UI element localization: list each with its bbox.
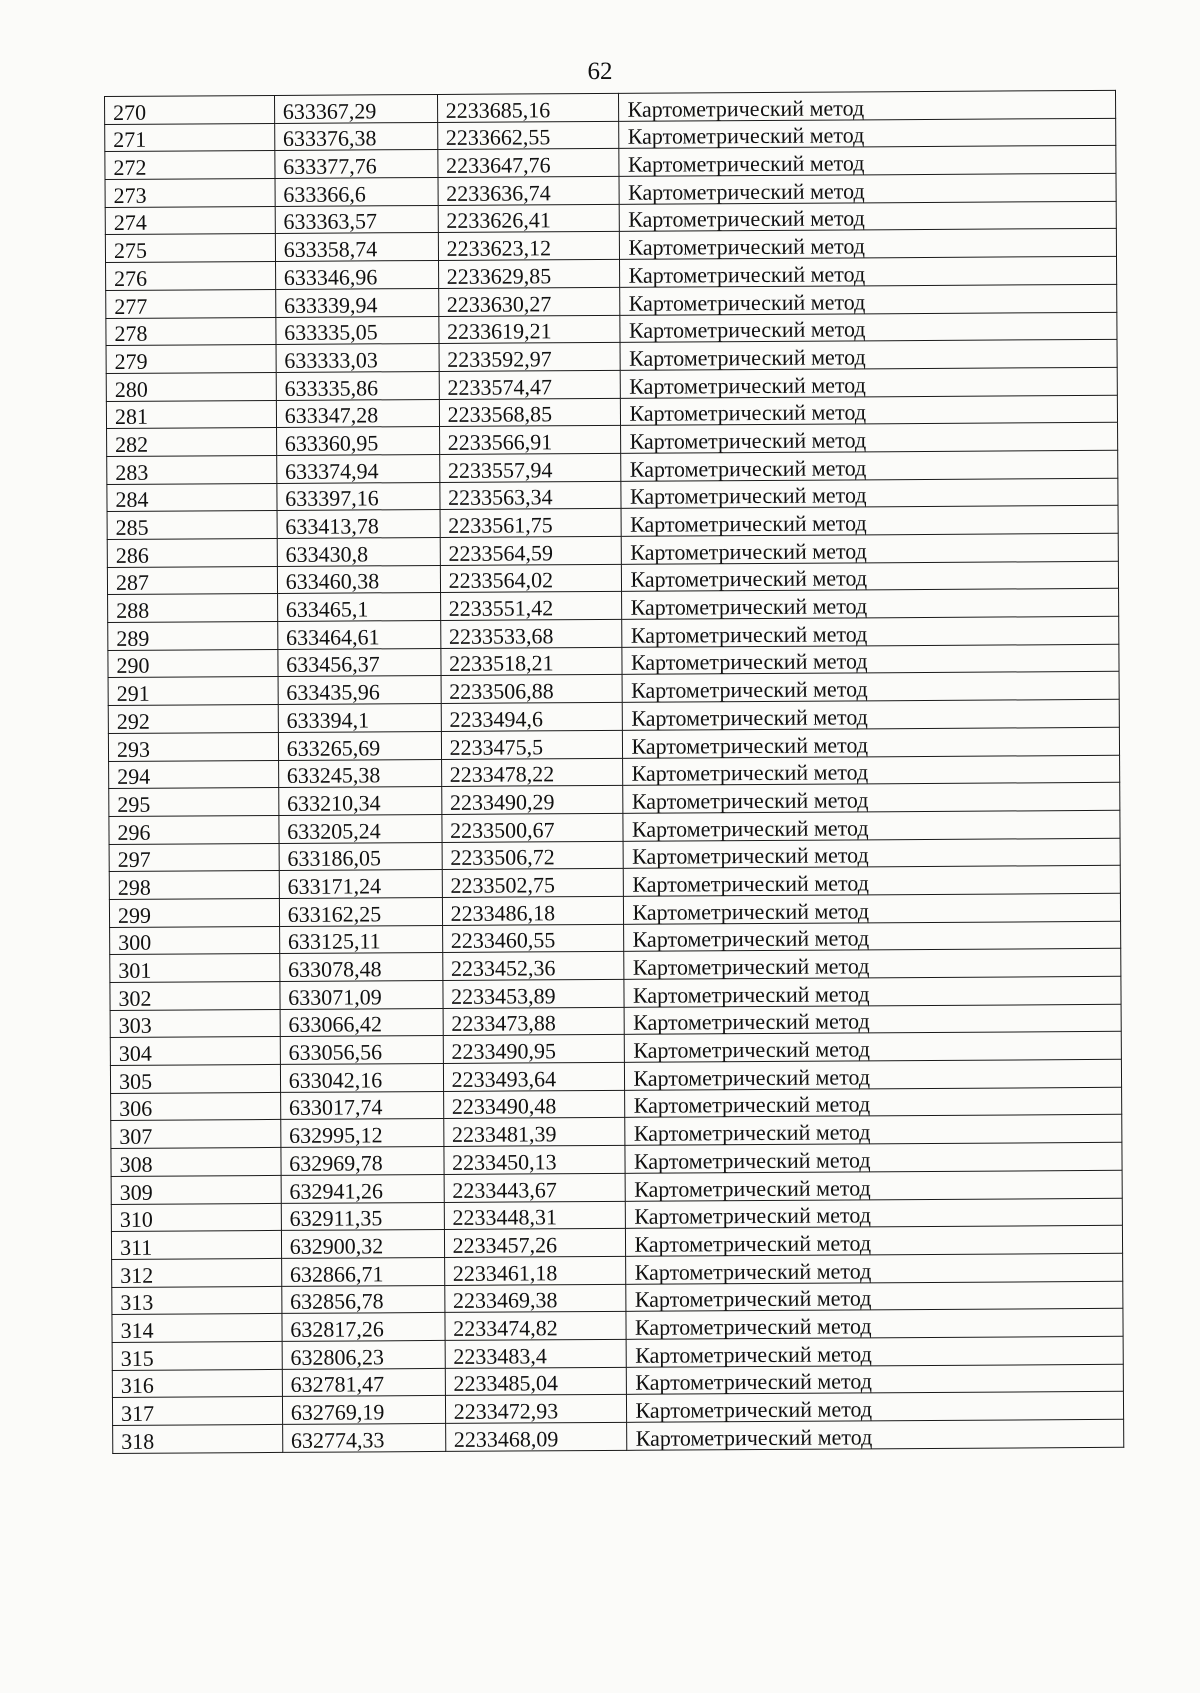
y-coordinate-cell: 2233629,85 (438, 259, 620, 288)
y-coordinate-cell: 2233564,59 (440, 536, 622, 565)
y-coordinate-cell: 2233506,72 (442, 841, 624, 870)
x-coordinate-cell: 633339,94 (275, 288, 438, 317)
y-coordinate-cell: 2233494,6 (441, 702, 623, 731)
point-number-cell: 311 (111, 1231, 281, 1260)
y-coordinate-cell: 2233551,42 (440, 592, 622, 621)
y-coordinate-cell: 2233502,75 (442, 869, 624, 898)
point-number-cell: 274 (105, 206, 275, 235)
table-row (113, 1419, 1124, 1453)
point-number-cell: 309 (111, 1175, 281, 1204)
y-coordinate-cell: 2233568,85 (439, 398, 621, 427)
method-cell: Картометрический метод (625, 1032, 1122, 1063)
x-coordinate-cell: 633078,48 (279, 953, 442, 982)
method-cell: Картометрический метод (621, 478, 1118, 509)
method-cell: Картометрический метод (626, 1281, 1123, 1312)
x-coordinate-cell: 633376,38 (274, 122, 437, 151)
x-coordinate-cell: 633366,6 (275, 178, 438, 207)
y-coordinate-cell: 2233566,91 (439, 426, 621, 455)
y-coordinate-cell: 2233623,12 (438, 232, 620, 261)
y-coordinate-cell: 2233448,31 (444, 1201, 626, 1230)
point-number-cell: 286 (107, 538, 277, 567)
method-cell: Картометрический метод (622, 561, 1119, 592)
y-coordinate-cell: 2233647,76 (437, 149, 619, 178)
method-cell: Картометрический метод (620, 256, 1117, 287)
y-coordinate-cell: 2233533,68 (440, 619, 622, 648)
y-coordinate-cell: 2233490,95 (443, 1035, 625, 1064)
x-coordinate-cell: 633125,11 (279, 925, 442, 954)
point-number-cell: 318 (113, 1424, 283, 1453)
y-coordinate-cell: 2233453,89 (443, 979, 625, 1008)
method-cell: Картометрический метод (622, 644, 1119, 675)
x-coordinate-cell: 633374,94 (276, 454, 439, 483)
y-coordinate-cell: 2233461,18 (444, 1256, 626, 1285)
x-coordinate-cell: 633464,61 (277, 621, 440, 650)
x-coordinate-cell: 633435,96 (278, 676, 441, 705)
y-coordinate-cell: 2233490,48 (443, 1090, 625, 1119)
x-coordinate-cell: 633413,78 (277, 510, 440, 539)
method-cell: Картометрический метод (619, 146, 1116, 177)
x-coordinate-cell: 633205,24 (279, 814, 442, 843)
y-coordinate-cell: 2233481,39 (443, 1118, 625, 1147)
x-coordinate-cell: 633017,74 (280, 1091, 443, 1120)
method-cell: Картометрический метод (626, 1225, 1123, 1256)
y-coordinate-cell: 2233574,47 (439, 370, 621, 399)
y-coordinate-cell: 2233486,18 (442, 896, 624, 925)
y-coordinate-cell: 2233469,38 (444, 1284, 626, 1313)
method-cell: Картометрический метод (624, 838, 1121, 869)
x-coordinate-cell: 632856,78 (282, 1285, 445, 1314)
point-number-cell: 293 (108, 732, 278, 761)
method-cell: Картометрический метод (619, 173, 1116, 204)
method-cell: Картометрический метод (625, 1115, 1122, 1146)
x-coordinate-cell: 632769,19 (282, 1396, 445, 1425)
y-coordinate-cell: 2233475,5 (441, 730, 623, 759)
method-cell: Картометрический метод (627, 1419, 1124, 1450)
x-coordinate-cell: 633056,56 (280, 1036, 443, 1065)
method-cell: Картометрический метод (624, 921, 1121, 952)
point-number-cell: 273 (105, 179, 275, 208)
coordinates-table (104, 90, 1124, 1454)
point-number-cell: 277 (106, 289, 276, 318)
point-number-cell: 304 (110, 1037, 280, 1066)
y-coordinate-cell: 2233500,67 (442, 813, 624, 842)
method-cell: Картометрический метод (620, 312, 1117, 343)
y-coordinate-cell: 2233472,93 (445, 1395, 627, 1424)
point-number-cell: 270 (105, 95, 275, 124)
x-coordinate-cell: 633397,16 (277, 482, 440, 511)
y-coordinate-cell: 2233518,21 (440, 647, 622, 676)
point-number-cell: 283 (107, 455, 277, 484)
point-number-cell: 292 (108, 705, 278, 734)
method-cell: Картометрический метод (624, 866, 1121, 897)
x-coordinate-cell: 632781,47 (282, 1368, 445, 1397)
method-cell: Картометрический метод (619, 90, 1116, 121)
method-cell: Картометрический метод (623, 755, 1120, 786)
x-coordinate-cell: 633363,57 (275, 205, 438, 234)
y-coordinate-cell: 2233473,88 (443, 1007, 625, 1036)
point-number-cell: 306 (111, 1092, 281, 1121)
method-cell: Картометрический метод (623, 727, 1120, 758)
y-coordinate-cell: 2233630,27 (438, 287, 620, 316)
y-coordinate-cell: 2233506,88 (441, 675, 623, 704)
method-cell: Картометрический метод (621, 450, 1118, 481)
x-coordinate-cell: 633042,16 (280, 1064, 443, 1093)
x-coordinate-cell: 633171,24 (279, 870, 442, 899)
point-number-cell: 314 (112, 1314, 282, 1343)
x-coordinate-cell: 633245,38 (278, 759, 441, 788)
method-cell: Картометрический метод (622, 589, 1119, 620)
x-coordinate-cell: 633465,1 (277, 593, 440, 622)
method-cell: Картометрический метод (625, 1059, 1122, 1090)
x-coordinate-cell: 633367,29 (274, 94, 437, 123)
point-number-cell: 280 (106, 372, 276, 401)
x-coordinate-cell: 633265,69 (278, 731, 441, 760)
x-coordinate-cell: 633360,95 (276, 427, 439, 456)
y-coordinate-cell: 2233563,34 (439, 481, 621, 510)
y-coordinate-cell: 2233561,75 (440, 509, 622, 538)
x-coordinate-cell: 632969,78 (281, 1147, 444, 1176)
y-coordinate-cell: 2233557,94 (439, 453, 621, 482)
y-coordinate-cell: 2233490,29 (441, 786, 623, 815)
method-cell: Картометрический метод (627, 1364, 1124, 1395)
method-cell: Картометрический метод (621, 395, 1118, 426)
x-coordinate-cell: 632866,71 (281, 1257, 444, 1286)
point-number-cell: 301 (110, 954, 280, 983)
method-cell: Картометрический метод (627, 1336, 1124, 1367)
point-number-cell: 285 (107, 511, 277, 540)
y-coordinate-cell: 2233483,4 (445, 1339, 627, 1368)
x-coordinate-cell: 633162,25 (279, 897, 442, 926)
y-coordinate-cell: 2233592,97 (439, 343, 621, 372)
y-coordinate-cell: 2233485,04 (445, 1367, 627, 1396)
x-coordinate-cell: 632817,26 (282, 1313, 445, 1342)
x-coordinate-cell: 633335,05 (276, 316, 439, 345)
x-coordinate-cell: 633071,09 (280, 980, 443, 1009)
method-cell: Картометрический метод (626, 1198, 1123, 1229)
x-coordinate-cell: 633347,28 (276, 399, 439, 428)
method-cell: Картометрический метод (622, 616, 1119, 647)
point-number-cell: 288 (108, 594, 278, 623)
method-cell: Картометрический метод (626, 1253, 1123, 1284)
x-coordinate-cell: 633460,38 (277, 565, 440, 594)
point-number-cell: 298 (109, 871, 279, 900)
method-cell: Картометрический метод (625, 1087, 1122, 1118)
point-number-cell: 296 (109, 815, 279, 844)
point-number-cell: 312 (112, 1258, 282, 1287)
method-cell: Картометрический метод (621, 367, 1118, 398)
point-number-cell: 305 (110, 1065, 280, 1094)
method-cell: Картометрический метод (625, 1004, 1122, 1035)
point-number-cell: 290 (108, 649, 278, 678)
y-coordinate-cell: 2233662,55 (437, 121, 619, 150)
y-coordinate-cell: 2233626,41 (438, 204, 620, 233)
method-cell: Картометрический метод (620, 201, 1117, 232)
y-coordinate-cell: 2233457,26 (444, 1229, 626, 1258)
point-number-cell: 315 (112, 1341, 282, 1370)
point-number-cell: 294 (109, 760, 279, 789)
point-number-cell: 308 (111, 1148, 281, 1177)
point-number-cell: 279 (106, 345, 276, 374)
point-number-cell: 278 (106, 317, 276, 346)
x-coordinate-cell: 632806,23 (282, 1340, 445, 1369)
method-cell: Картометрический метод (627, 1392, 1124, 1423)
point-number-cell: 284 (107, 483, 277, 512)
x-coordinate-cell: 633394,1 (278, 704, 441, 733)
table-body (105, 90, 1124, 1453)
point-number-cell: 313 (112, 1286, 282, 1315)
x-coordinate-cell: 632774,33 (282, 1423, 445, 1452)
y-coordinate-cell: 2233478,22 (441, 758, 623, 787)
method-cell: Картометрический метод (624, 949, 1121, 980)
x-coordinate-cell: 633335,86 (276, 371, 439, 400)
x-coordinate-cell: 632941,26 (281, 1174, 444, 1203)
point-number-cell: 289 (108, 622, 278, 651)
method-cell: Картометрический метод (621, 506, 1118, 537)
point-number-cell: 300 (110, 926, 280, 955)
method-cell: Картометрический метод (624, 893, 1121, 924)
point-number-cell: 291 (108, 677, 278, 706)
y-coordinate-cell: 2233452,36 (442, 952, 624, 981)
method-cell: Картометрический метод (620, 229, 1117, 260)
y-coordinate-cell: 2233493,64 (443, 1062, 625, 1091)
point-number-cell: 317 (112, 1397, 282, 1426)
x-coordinate-cell: 633377,76 (275, 150, 438, 179)
method-cell: Картометрический метод (620, 284, 1117, 315)
point-number-cell: 302 (110, 981, 280, 1010)
point-number-cell: 307 (111, 1120, 281, 1149)
point-number-cell: 299 (109, 898, 279, 927)
x-coordinate-cell: 633333,03 (276, 344, 439, 373)
method-cell: Картометрический метод (626, 1309, 1123, 1340)
point-number-cell: 271 (105, 123, 275, 152)
point-number-cell: 316 (112, 1369, 282, 1398)
method-cell: Картометрический метод (623, 672, 1120, 703)
y-coordinate-cell: 2233468,09 (445, 1422, 627, 1451)
point-number-cell: 297 (109, 843, 279, 872)
y-coordinate-cell: 2233443,67 (444, 1173, 626, 1202)
point-number-cell: 310 (111, 1203, 281, 1232)
x-coordinate-cell: 633210,34 (278, 787, 441, 816)
point-number-cell: 275 (105, 234, 275, 263)
x-coordinate-cell: 633456,37 (278, 648, 441, 677)
point-number-cell: 303 (110, 1009, 280, 1038)
method-cell: Картометрический метод (623, 782, 1120, 813)
y-coordinate-cell: 2233450,13 (444, 1145, 626, 1174)
method-cell: Картометрический метод (626, 1170, 1123, 1201)
y-coordinate-cell: 2233564,02 (440, 564, 622, 593)
method-cell: Картометрический метод (619, 118, 1116, 149)
y-coordinate-cell: 2233685,16 (437, 93, 619, 122)
y-coordinate-cell: 2233619,21 (438, 315, 620, 344)
page-number: 62 (587, 58, 613, 85)
method-cell: Картометрический метод (621, 423, 1118, 454)
x-coordinate-cell: 633358,74 (275, 233, 438, 262)
method-cell: Картометрический метод (625, 1142, 1122, 1173)
y-coordinate-cell: 2233474,82 (445, 1312, 627, 1341)
x-coordinate-cell: 633346,96 (275, 261, 438, 290)
method-cell: Картометрический метод (623, 810, 1120, 841)
point-number-cell: 272 (105, 151, 275, 180)
method-cell: Картометрический метод (623, 699, 1120, 730)
y-coordinate-cell: 2233460,55 (442, 924, 624, 953)
x-coordinate-cell: 633430,8 (277, 537, 440, 566)
x-coordinate-cell: 632900,32 (281, 1230, 444, 1259)
x-coordinate-cell: 633186,05 (279, 842, 442, 871)
x-coordinate-cell: 633066,42 (280, 1008, 443, 1037)
x-coordinate-cell: 632911,35 (281, 1202, 444, 1231)
point-number-cell: 287 (107, 566, 277, 595)
x-coordinate-cell: 632995,12 (280, 1119, 443, 1148)
method-cell: Картометрический метод (622, 533, 1119, 564)
method-cell: Картометрический метод (624, 976, 1121, 1007)
point-number-cell: 276 (106, 262, 276, 291)
point-number-cell: 281 (106, 400, 276, 429)
point-number-cell: 282 (107, 428, 277, 457)
method-cell: Картометрический метод (620, 340, 1117, 371)
y-coordinate-cell: 2233636,74 (438, 176, 620, 205)
point-number-cell: 295 (109, 788, 279, 817)
